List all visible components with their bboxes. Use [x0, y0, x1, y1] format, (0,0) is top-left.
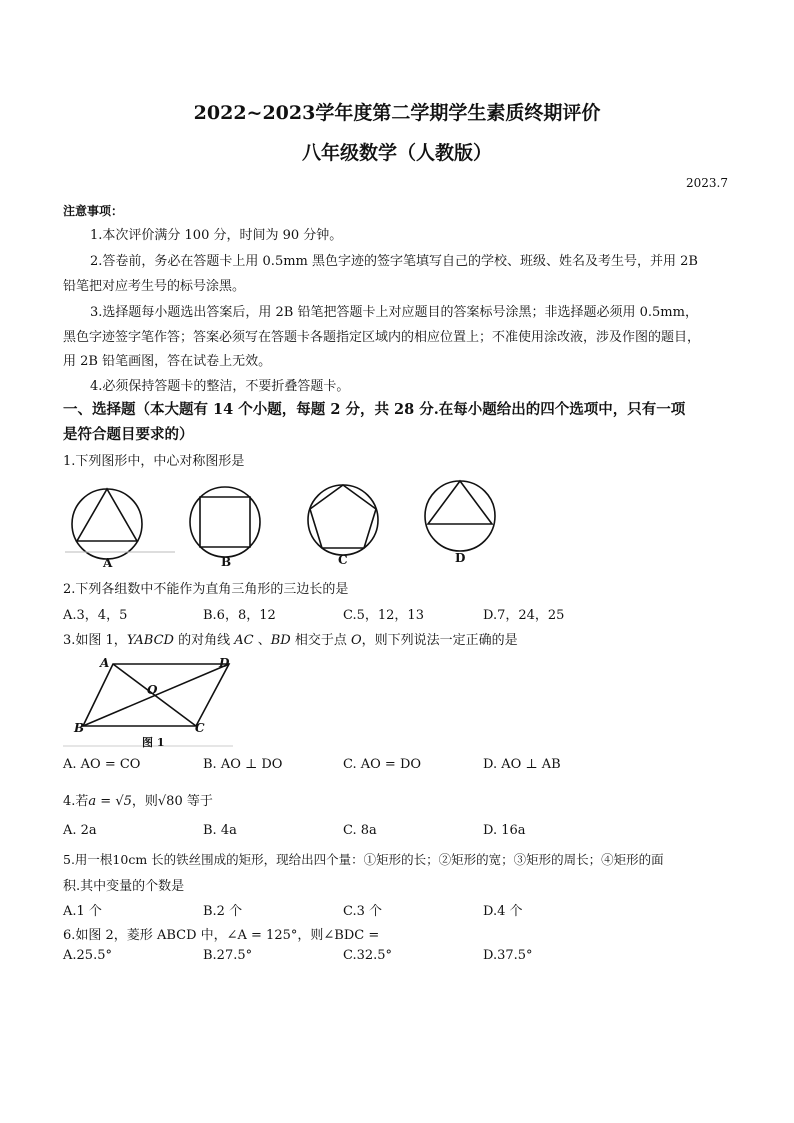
q6-stem: 6.如图 2，菱形 ABCD 中，∠A = 125°，则∠BDC = — [63, 928, 380, 943]
q6-option-d: D.37.5° — [483, 948, 533, 963]
q6-option-c: C.32.5° — [343, 948, 393, 963]
q3-option-a: A. AO = CO — [63, 757, 141, 772]
q3-point-c: C — [195, 721, 205, 735]
q3-figure-caption: 图 1 — [142, 736, 165, 749]
q2-option-c: C.5，12，13 — [343, 608, 424, 623]
notice-line-2: 2.答卷前，务必在答题卡上用 0.5mm 黑色字迹的签字笔填写自己的学校、班级、姓名及考生号，并用 2B — [90, 254, 698, 269]
q2-option-b: B.6，8，12 — [203, 608, 276, 623]
q4-option-d: D. 16a — [483, 823, 526, 838]
section-heading-line-2: 是符合题目要求的） — [63, 426, 194, 443]
q1-stem: 1.下列图形中，中心对称图形是 — [63, 454, 245, 469]
q5-option-a: A.1 个 — [63, 904, 102, 919]
notice-line-1: 1.本次评价满分 100 分，时间为 90 分钟。 — [90, 228, 343, 243]
q1-fig-b-square — [200, 497, 250, 547]
q4-option-a: A. 2a — [63, 823, 97, 838]
q3-point-a: A — [100, 656, 110, 670]
q3-point-o: O — [147, 683, 158, 697]
notice-line-6: 用 2B 铅笔画图，答在试卷上无效。 — [63, 354, 272, 369]
q6-option-a: A.25.5° — [63, 948, 112, 963]
q5-option-d: D.4 个 — [483, 904, 523, 919]
exam-subtitle: 八年级数学（人教版） — [301, 142, 492, 164]
q5-option-c: C.3 个 — [343, 904, 383, 919]
q5-stem-line-2: 积.其中变量的个数是 — [63, 879, 185, 894]
q3-point-b: B — [74, 721, 85, 735]
q1-fig-d-circle — [425, 481, 495, 551]
notice-line-3: 铅笔把对应考生号的标号涂黑。 — [63, 279, 246, 294]
q1-label-c: C — [338, 553, 348, 567]
q5-stem-line-1: 5.用一根10cm 长的铁丝围成的矩形，现给出四个量：①矩形的长；②矩形的宽；③矩形的周长；④矩形的面 — [63, 852, 664, 867]
notice-line-5: 黑色字迹签字笔作答；答案必须写在答题卡各题指定区域内的相应位置上；不准使用涂改液，涉及作图的题目， — [63, 330, 701, 345]
q3-stem: 3.如图 1，YABCD 的对角线 AC 、BD 相交于点 O，则下列说法一定正确的是 — [63, 633, 518, 648]
exam-date: 2023.7 — [686, 176, 728, 190]
q3-option-b: B. AO ⊥ DO — [203, 757, 283, 772]
q3-point-d: D — [219, 656, 230, 670]
q1-fig-d-triangle — [428, 481, 492, 524]
notice-heading: 注意事项： — [63, 204, 124, 218]
q4-stem: 4.若a = √5，则√80 等于 — [63, 794, 213, 809]
q4-option-c: C. 8a — [343, 823, 377, 838]
q1-fig-c-circle — [308, 485, 378, 555]
section-heading-line-1: 一、选择题（本大题有 14 个小题，每题 2 分，共 28 分.在每小题给出的四个选项中，只有一项 — [63, 401, 686, 418]
exam-title: 2022~2023学年度第二学期学生素质终期评价 — [193, 102, 601, 124]
q3-option-c: C. AO = DO — [343, 757, 422, 772]
q1-label-d: D — [455, 551, 466, 565]
q2-stem: 2.下列各组数中不能作为直角三角形的三边长的是 — [63, 582, 349, 597]
q3-option-d: D. AO ⊥ AB — [483, 757, 561, 772]
q2-option-d: D.7，24，25 — [483, 608, 565, 623]
q6-option-b: B.27.5° — [203, 948, 253, 963]
q1-fig-a-circle — [72, 489, 142, 559]
q5-option-b: B.2 个 — [203, 904, 243, 919]
q4-option-b: B. 4a — [203, 823, 237, 838]
notice-line-4: 3.选择题每小题选出答案后，用 2B 铅笔把答题卡上对应题目的答案标号涂黑；非选择题必须用 0.5mm， — [90, 305, 698, 320]
notice-line-7: 4.必须保持答题卡的整洁，不要折叠答题卡。 — [90, 379, 350, 394]
q1-label-a: A — [103, 556, 113, 570]
q1-figure — [63, 474, 503, 574]
q1-label-b: B — [221, 555, 232, 569]
q2-option-a: A.3，4，5 — [63, 608, 128, 623]
